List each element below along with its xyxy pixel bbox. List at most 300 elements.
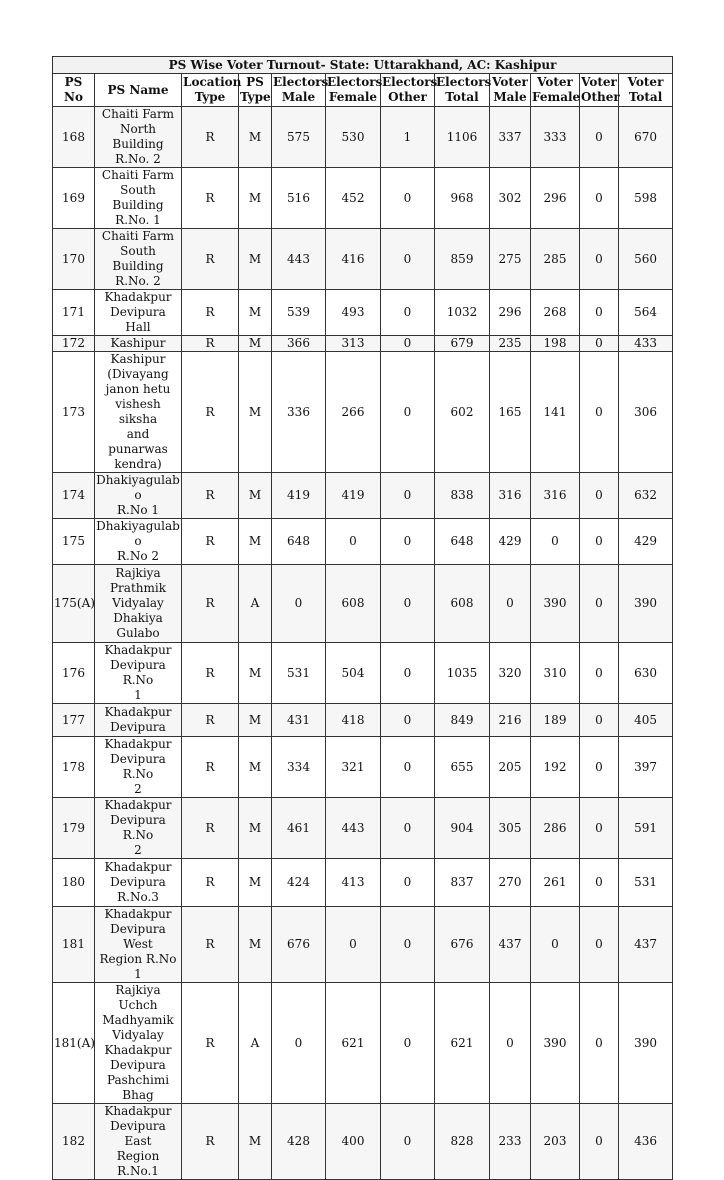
ps-name-line: Dhakiyagulabo xyxy=(96,473,180,502)
table-row xyxy=(53,519,673,565)
ps-name-line: Gulabo xyxy=(116,626,160,640)
voter-other-cell: 0 xyxy=(580,565,619,643)
voter-total-cell: 531 xyxy=(619,859,673,907)
ps-type-cell: M xyxy=(239,107,272,168)
electors-total-cell: 859 xyxy=(435,229,490,290)
ps-type-cell: M xyxy=(239,168,272,229)
ps-name-line: Dhakiyagulabo xyxy=(96,519,180,548)
voter-other-cell: 0 xyxy=(580,1104,619,1180)
ps-name-cell xyxy=(95,229,182,290)
electors-other-cell: 0 xyxy=(381,336,435,352)
electors-female-cell: 493 xyxy=(326,290,381,336)
voter-female-cell: 310 xyxy=(531,643,580,704)
column-header-text: Total xyxy=(628,90,663,104)
table-row xyxy=(53,704,673,737)
ps-no-cell: 170 xyxy=(53,229,95,290)
voter-other-cell: 0 xyxy=(580,352,619,473)
column-header xyxy=(95,74,182,107)
ps-name-cell xyxy=(95,704,182,737)
ps-name-line: Region R.No 1 xyxy=(99,952,177,981)
electors-other-cell: 0 xyxy=(381,290,435,336)
location-type-cell: R xyxy=(182,168,239,229)
electors-total-cell: 838 xyxy=(435,473,490,519)
location-type-cell: R xyxy=(182,519,239,565)
ps-name-line: R.No.3 xyxy=(117,890,159,904)
ps-name-line: kendra) xyxy=(114,457,162,471)
location-type-cell: R xyxy=(182,290,239,336)
electors-total-cell: 828 xyxy=(435,1104,490,1180)
voter-total-cell: 405 xyxy=(619,704,673,737)
column-header-text: Electors xyxy=(327,75,383,89)
voter-female-cell: 198 xyxy=(531,336,580,352)
ps-name-line: Dhakiya xyxy=(113,611,163,625)
voter-total-cell: 560 xyxy=(619,229,673,290)
ps-name-cell xyxy=(95,107,182,168)
location-type-cell: R xyxy=(182,643,239,704)
ps-name-line: and punarwas xyxy=(108,427,168,456)
ps-type-cell: M xyxy=(239,643,272,704)
voter-male-cell: 0 xyxy=(490,565,531,643)
electors-male-cell: 648 xyxy=(272,519,326,565)
electors-total-cell: 648 xyxy=(435,519,490,565)
voter-female-cell: 286 xyxy=(531,798,580,859)
voter-other-cell: 0 xyxy=(580,473,619,519)
electors-female-cell: 504 xyxy=(326,643,381,704)
electors-other-cell: 0 xyxy=(381,737,435,798)
ps-name-line: Region R.No.1 xyxy=(116,1149,160,1178)
ps-no-cell: 181(A) xyxy=(53,983,95,1104)
electors-other-cell: 0 xyxy=(381,565,435,643)
voter-female-cell: 203 xyxy=(531,1104,580,1180)
voter-total-cell: 429 xyxy=(619,519,673,565)
column-header-text: PS xyxy=(246,75,264,89)
voter-male-cell: 216 xyxy=(490,704,531,737)
column-header-row xyxy=(53,74,673,107)
electors-other-cell: 0 xyxy=(381,352,435,473)
voter-other-cell: 0 xyxy=(580,704,619,737)
voter-female-cell: 189 xyxy=(531,704,580,737)
ps-name-line: Devipura East xyxy=(110,1119,166,1148)
ps-no-cell: 174 xyxy=(53,473,95,519)
column-header xyxy=(182,74,242,107)
electors-female-cell: 321 xyxy=(326,737,381,798)
table-row xyxy=(53,859,673,907)
electors-male-cell: 461 xyxy=(272,798,326,859)
ps-name-cell xyxy=(95,519,182,565)
column-header-text: Male xyxy=(281,90,316,104)
voter-other-cell: 0 xyxy=(580,107,619,168)
column-header xyxy=(490,74,531,107)
electors-male-cell: 516 xyxy=(272,168,326,229)
table-row xyxy=(53,565,673,643)
ps-name-line: Khadakpur xyxy=(104,1043,172,1057)
voter-total-cell: 591 xyxy=(619,798,673,859)
column-header xyxy=(326,74,381,107)
column-header-text: Electors xyxy=(273,75,329,89)
ps-type-cell: M xyxy=(239,473,272,519)
ps-name-cell xyxy=(95,737,182,798)
voter-male-cell: 337 xyxy=(490,107,531,168)
electors-other-cell: 0 xyxy=(381,168,435,229)
voter-total-cell: 564 xyxy=(619,290,673,336)
ps-no-cell: 182 xyxy=(53,1104,95,1180)
voter-other-cell: 0 xyxy=(580,168,619,229)
voter-male-cell: 305 xyxy=(490,798,531,859)
ps-type-cell: M xyxy=(239,1104,272,1180)
ps-type-cell: M xyxy=(239,290,272,336)
table-body xyxy=(53,107,673,1180)
ps-name-line: Prathmik xyxy=(109,581,166,595)
ps-name-cell xyxy=(95,859,182,907)
column-header xyxy=(272,74,329,107)
ps-no-cell: 176 xyxy=(53,643,95,704)
ps-name-line: 2 xyxy=(134,843,142,857)
table-row xyxy=(53,473,673,519)
voter-male-cell: 275 xyxy=(490,229,531,290)
electors-male-cell: 443 xyxy=(272,229,326,290)
table-row xyxy=(53,107,673,168)
electors-other-cell: 0 xyxy=(381,907,435,983)
electors-male-cell: 336 xyxy=(272,352,326,473)
ps-name-line: Devipura xyxy=(110,1058,166,1072)
electors-other-cell: 0 xyxy=(381,643,435,704)
ps-name-cell xyxy=(95,907,182,983)
voter-total-cell: 390 xyxy=(619,983,673,1104)
ps-name-line: Chaiti Farm xyxy=(101,107,175,121)
column-header-text: Type xyxy=(194,90,226,104)
location-type-cell: R xyxy=(182,107,239,168)
ps-type-cell: M xyxy=(239,704,272,737)
ps-name-line: Devipura xyxy=(110,875,166,889)
electors-other-cell: 0 xyxy=(381,519,435,565)
voter-female-cell: 390 xyxy=(531,983,580,1104)
voter-male-cell: 205 xyxy=(490,737,531,798)
ps-name-line: R.No. 1 xyxy=(115,213,161,227)
location-type-cell: R xyxy=(182,859,239,907)
ps-name-line: R.No 2 xyxy=(116,549,160,563)
electors-total-cell: 1035 xyxy=(435,643,490,704)
electors-male-cell: 531 xyxy=(272,643,326,704)
voter-total-cell: 390 xyxy=(619,565,673,643)
ps-name-cell xyxy=(95,983,182,1104)
column-header xyxy=(239,74,272,107)
ps-name-line: Khadakpur xyxy=(104,705,172,719)
column-header-text: Voter xyxy=(537,75,573,89)
ps-name-line: South Building xyxy=(112,244,164,273)
electors-male-cell: 676 xyxy=(272,907,326,983)
electors-total-cell: 676 xyxy=(435,907,490,983)
ps-no-cell: 168 xyxy=(53,107,95,168)
voter-total-cell: 437 xyxy=(619,907,673,983)
ps-name-line: Kashipur xyxy=(110,352,166,366)
voter-male-cell: 270 xyxy=(490,859,531,907)
column-header xyxy=(381,74,438,107)
voter-other-cell: 0 xyxy=(580,643,619,704)
ps-type-cell: A xyxy=(239,983,272,1104)
table-row xyxy=(53,907,673,983)
electors-other-cell: 0 xyxy=(381,1104,435,1180)
electors-male-cell: 0 xyxy=(272,983,326,1104)
voter-other-cell: 0 xyxy=(580,336,619,352)
ps-type-cell: M xyxy=(239,907,272,983)
location-type-cell: R xyxy=(182,907,239,983)
ps-name-cell xyxy=(95,352,182,473)
electors-female-cell: 418 xyxy=(326,704,381,737)
ps-name-cell xyxy=(95,1104,182,1180)
location-type-cell: R xyxy=(182,737,239,798)
turnout-sheet xyxy=(52,56,672,1180)
electors-female-cell: 530 xyxy=(326,107,381,168)
ps-name-line: Khadakpur xyxy=(104,737,172,751)
table-title: PS Wise Voter Turnout- State: Uttarakhand, AC: Kashipur xyxy=(53,57,673,74)
ps-type-cell: M xyxy=(239,229,272,290)
voter-male-cell: 302 xyxy=(490,168,531,229)
electors-other-cell: 0 xyxy=(381,229,435,290)
ps-name-line: Devipura West xyxy=(110,922,166,951)
ps-no-cell: 179 xyxy=(53,798,95,859)
table-row xyxy=(53,737,673,798)
column-header-text: Electors xyxy=(382,75,438,89)
voter-total-cell: 670 xyxy=(619,107,673,168)
ps-name-line: R.No 1 xyxy=(116,503,160,517)
voter-other-cell: 0 xyxy=(580,229,619,290)
voter-other-cell: 0 xyxy=(580,737,619,798)
ps-name-line: Devipura Hall xyxy=(110,305,166,334)
voter-male-cell: 429 xyxy=(490,519,531,565)
ps-name-line: Chaiti Farm xyxy=(101,168,175,182)
electors-other-cell: 0 xyxy=(381,473,435,519)
electors-male-cell: 334 xyxy=(272,737,326,798)
ps-name-line: Khadakpur xyxy=(104,290,172,304)
voter-male-cell: 320 xyxy=(490,643,531,704)
electors-female-cell: 0 xyxy=(326,519,381,565)
electors-female-cell: 443 xyxy=(326,798,381,859)
electors-female-cell: 608 xyxy=(326,565,381,643)
ps-name-line: Madhyamik xyxy=(102,1013,174,1027)
electors-other-cell: 0 xyxy=(381,859,435,907)
electors-total-cell: 1032 xyxy=(435,290,490,336)
ps-name-line: janon hetu xyxy=(105,382,171,396)
ps-name-cell xyxy=(95,643,182,704)
ps-name-line: Khadakpur xyxy=(104,798,172,812)
ps-name-line: Vidyalay xyxy=(112,596,164,610)
voter-female-cell: 268 xyxy=(531,290,580,336)
ps-name-line: 2 xyxy=(134,782,142,796)
ps-name-line: Khadakpur xyxy=(104,860,172,874)
ps-name-cell xyxy=(95,565,182,643)
column-header xyxy=(53,74,95,107)
electors-total-cell: 621 xyxy=(435,983,490,1104)
table-row xyxy=(53,1104,673,1180)
location-type-cell: R xyxy=(182,704,239,737)
electors-total-cell: 608 xyxy=(435,565,490,643)
ps-no-cell: 171 xyxy=(53,290,95,336)
ps-name-line: Chaiti Farm xyxy=(101,229,175,243)
ps-name-line: (Divayang xyxy=(107,367,169,381)
voter-female-cell: 333 xyxy=(531,107,580,168)
location-type-cell: R xyxy=(182,336,239,352)
ps-name-line: R.No. 2 xyxy=(115,152,161,166)
column-header-text: Female xyxy=(532,90,581,104)
electors-female-cell: 419 xyxy=(326,473,381,519)
ps-no-cell: 173 xyxy=(53,352,95,473)
column-header-text: Other xyxy=(581,90,620,104)
table-row xyxy=(53,290,673,336)
ps-name-line: vishesh siksha xyxy=(115,397,161,426)
voter-other-cell: 0 xyxy=(580,290,619,336)
column-header-text: Voter xyxy=(627,75,664,89)
ps-name-line: North Building xyxy=(112,122,164,151)
electors-other-cell: 0 xyxy=(381,798,435,859)
column-header xyxy=(531,74,580,107)
table-row xyxy=(53,168,673,229)
electors-total-cell: 655 xyxy=(435,737,490,798)
column-header xyxy=(435,74,490,107)
ps-name-cell xyxy=(95,798,182,859)
ps-name-line: 1 xyxy=(134,688,142,702)
ps-name-line: Khadakpur xyxy=(104,907,172,921)
table-row xyxy=(53,352,673,473)
voter-other-cell: 0 xyxy=(580,983,619,1104)
ps-type-cell: A xyxy=(239,565,272,643)
column-header-text: Other xyxy=(388,90,427,104)
ps-name-line: Khadakpur xyxy=(104,643,172,657)
electors-male-cell: 424 xyxy=(272,859,326,907)
electors-female-cell: 400 xyxy=(326,1104,381,1180)
ps-name-line: Rajkiya xyxy=(115,566,161,580)
voter-female-cell: 141 xyxy=(531,352,580,473)
ps-no-cell: 178 xyxy=(53,737,95,798)
ps-name-line: Devipura R.No xyxy=(110,813,166,842)
table-row xyxy=(53,229,673,290)
ps-name-line: South Building xyxy=(112,183,164,212)
electors-other-cell: 1 xyxy=(381,107,435,168)
electors-male-cell: 431 xyxy=(272,704,326,737)
electors-male-cell: 428 xyxy=(272,1104,326,1180)
ps-name-line: Pashchimi xyxy=(106,1073,170,1087)
location-type-cell: R xyxy=(182,1104,239,1180)
voter-female-cell: 0 xyxy=(531,907,580,983)
electors-female-cell: 416 xyxy=(326,229,381,290)
table-row xyxy=(53,983,673,1104)
column-header-text: Voter xyxy=(492,75,528,89)
ps-no-cell: 175(A) xyxy=(53,565,95,643)
ps-name-cell xyxy=(95,290,182,336)
ps-name-line: Vidyalay xyxy=(112,1028,164,1042)
electors-other-cell: 0 xyxy=(381,983,435,1104)
electors-male-cell: 0 xyxy=(272,565,326,643)
column-header-text: Male xyxy=(493,90,527,104)
table-row xyxy=(53,336,673,352)
ps-name-cell xyxy=(95,336,182,352)
ps-name-line: Kashipur xyxy=(110,336,166,350)
electors-total-cell: 602 xyxy=(435,352,490,473)
electors-male-cell: 419 xyxy=(272,473,326,519)
column-header-text: Voter xyxy=(581,75,617,89)
ps-name-line: Bhag xyxy=(122,1088,154,1102)
voter-other-cell: 0 xyxy=(580,519,619,565)
voter-total-cell: 436 xyxy=(619,1104,673,1180)
ps-no-cell: 177 xyxy=(53,704,95,737)
electors-total-cell: 849 xyxy=(435,704,490,737)
column-header-text: PS Name xyxy=(107,82,169,97)
ps-no-cell: 175 xyxy=(53,519,95,565)
electors-female-cell: 313 xyxy=(326,336,381,352)
voter-female-cell: 296 xyxy=(531,168,580,229)
ps-type-cell: M xyxy=(239,519,272,565)
electors-male-cell: 575 xyxy=(272,107,326,168)
voter-total-cell: 632 xyxy=(619,473,673,519)
electors-male-cell: 366 xyxy=(272,336,326,352)
voter-female-cell: 261 xyxy=(531,859,580,907)
electors-female-cell: 621 xyxy=(326,983,381,1104)
voter-female-cell: 285 xyxy=(531,229,580,290)
ps-no-cell: 172 xyxy=(53,336,95,352)
voter-male-cell: 235 xyxy=(490,336,531,352)
ps-name-line: Devipura R.No xyxy=(110,658,166,687)
column-header-text: Female xyxy=(328,90,378,104)
electors-total-cell: 837 xyxy=(435,859,490,907)
ps-name-line: R.No. 2 xyxy=(115,274,161,288)
voter-female-cell: 192 xyxy=(531,737,580,798)
column-header-text: Total xyxy=(445,90,479,104)
voter-male-cell: 316 xyxy=(490,473,531,519)
ps-no-cell: 180 xyxy=(53,859,95,907)
ps-type-cell: M xyxy=(239,859,272,907)
ps-type-cell: M xyxy=(239,798,272,859)
electors-male-cell: 539 xyxy=(272,290,326,336)
ps-name-line: Khadakpur xyxy=(104,1104,172,1118)
ps-no-cell: 169 xyxy=(53,168,95,229)
column-header xyxy=(580,74,619,107)
voter-male-cell: 0 xyxy=(490,983,531,1104)
electors-total-cell: 904 xyxy=(435,798,490,859)
voter-total-cell: 306 xyxy=(619,352,673,473)
electors-other-cell: 0 xyxy=(381,704,435,737)
electors-female-cell: 0 xyxy=(326,907,381,983)
voter-male-cell: 296 xyxy=(490,290,531,336)
voter-total-cell: 433 xyxy=(619,336,673,352)
location-type-cell: R xyxy=(182,983,239,1104)
ps-type-cell: M xyxy=(239,336,272,352)
voter-female-cell: 0 xyxy=(531,519,580,565)
voter-male-cell: 437 xyxy=(490,907,531,983)
voter-other-cell: 0 xyxy=(580,859,619,907)
table-row xyxy=(53,643,673,704)
voter-male-cell: 165 xyxy=(490,352,531,473)
voter-female-cell: 316 xyxy=(531,473,580,519)
location-type-cell: R xyxy=(182,798,239,859)
column-header-text: PS No xyxy=(64,75,83,104)
electors-female-cell: 452 xyxy=(326,168,381,229)
ps-no-cell: 181 xyxy=(53,907,95,983)
voter-other-cell: 0 xyxy=(580,907,619,983)
ps-name-cell xyxy=(95,168,182,229)
ps-name-cell xyxy=(95,473,182,519)
electors-female-cell: 413 xyxy=(326,859,381,907)
voter-other-cell: 0 xyxy=(580,798,619,859)
ps-name-line: Devipura R.No xyxy=(110,752,166,781)
column-header-text: Electors xyxy=(436,75,492,89)
voter-total-cell: 397 xyxy=(619,737,673,798)
voter-female-cell: 390 xyxy=(531,565,580,643)
electors-female-cell: 266 xyxy=(326,352,381,473)
ps-type-cell: M xyxy=(239,352,272,473)
column-header xyxy=(619,74,673,107)
voter-total-cell: 630 xyxy=(619,643,673,704)
ps-name-line: Rajkiya Uchch xyxy=(115,983,161,1012)
ps-name-line: Devipura xyxy=(110,720,166,734)
